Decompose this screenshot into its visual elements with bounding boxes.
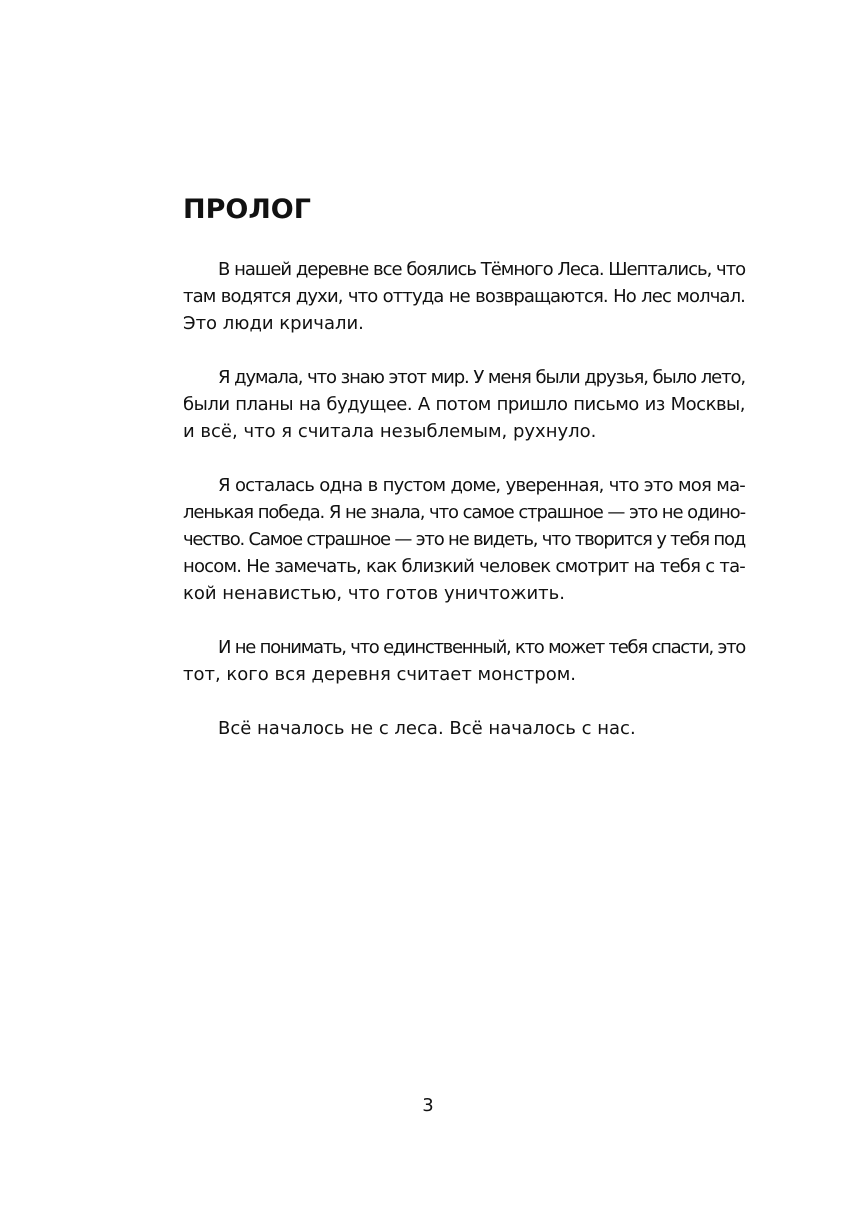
paragraph-text (148, 364, 745, 445)
text-line: В нашей деревне все боялись Тёмного Леса. Шептались, что (218, 259, 746, 280)
paragraph (148, 715, 745, 742)
text-line: кой ненавистью, что готов уничтожить. (183, 583, 565, 604)
text-line: тот, кого вся деревня считает монстром. (183, 664, 577, 685)
text-line: носом. Не замечать, как близкий человек смотрит на тебя с та- (183, 556, 745, 577)
text-line: чество. Самое страшное — это не видеть, что творится у тебя под (183, 529, 746, 550)
paragraph-text (148, 634, 745, 688)
text-line: Всё началось не с леса. Всё началось с нас. (218, 718, 636, 739)
paragraph (148, 634, 745, 688)
text-line: были планы на будущее. А потом пришло письмо из Москвы, (183, 394, 745, 415)
paragraph-text (148, 256, 745, 337)
paragraph-text (148, 715, 745, 742)
text-line: Это люди кричали. (183, 313, 364, 334)
text-line: Я думала, что знаю этот мир. У меня были друзья, было лето, (218, 367, 745, 388)
text-line: И не понимать, что единственный, кто может тебя спасти, это (218, 637, 745, 658)
text-line: Я осталась одна в пустом доме, уверенная, что это моя ма- (218, 475, 745, 496)
paragraph (148, 472, 745, 607)
page-number: 3 (422, 1095, 434, 1116)
text-line: там водятся духи, что оттуда не возвращаются. Но лес молчал. (183, 286, 745, 307)
paragraph (148, 256, 745, 337)
paragraph (148, 364, 745, 445)
paragraph-text (148, 472, 745, 607)
chapter-title: ПРОЛОГ (183, 194, 311, 225)
text-line: ленькая победа. Я не знала, что самое страшное — это не одино- (183, 502, 745, 523)
page-content (148, 190, 745, 742)
text-line: и всё, что я считала незыблемым, рухнуло. (183, 421, 597, 442)
